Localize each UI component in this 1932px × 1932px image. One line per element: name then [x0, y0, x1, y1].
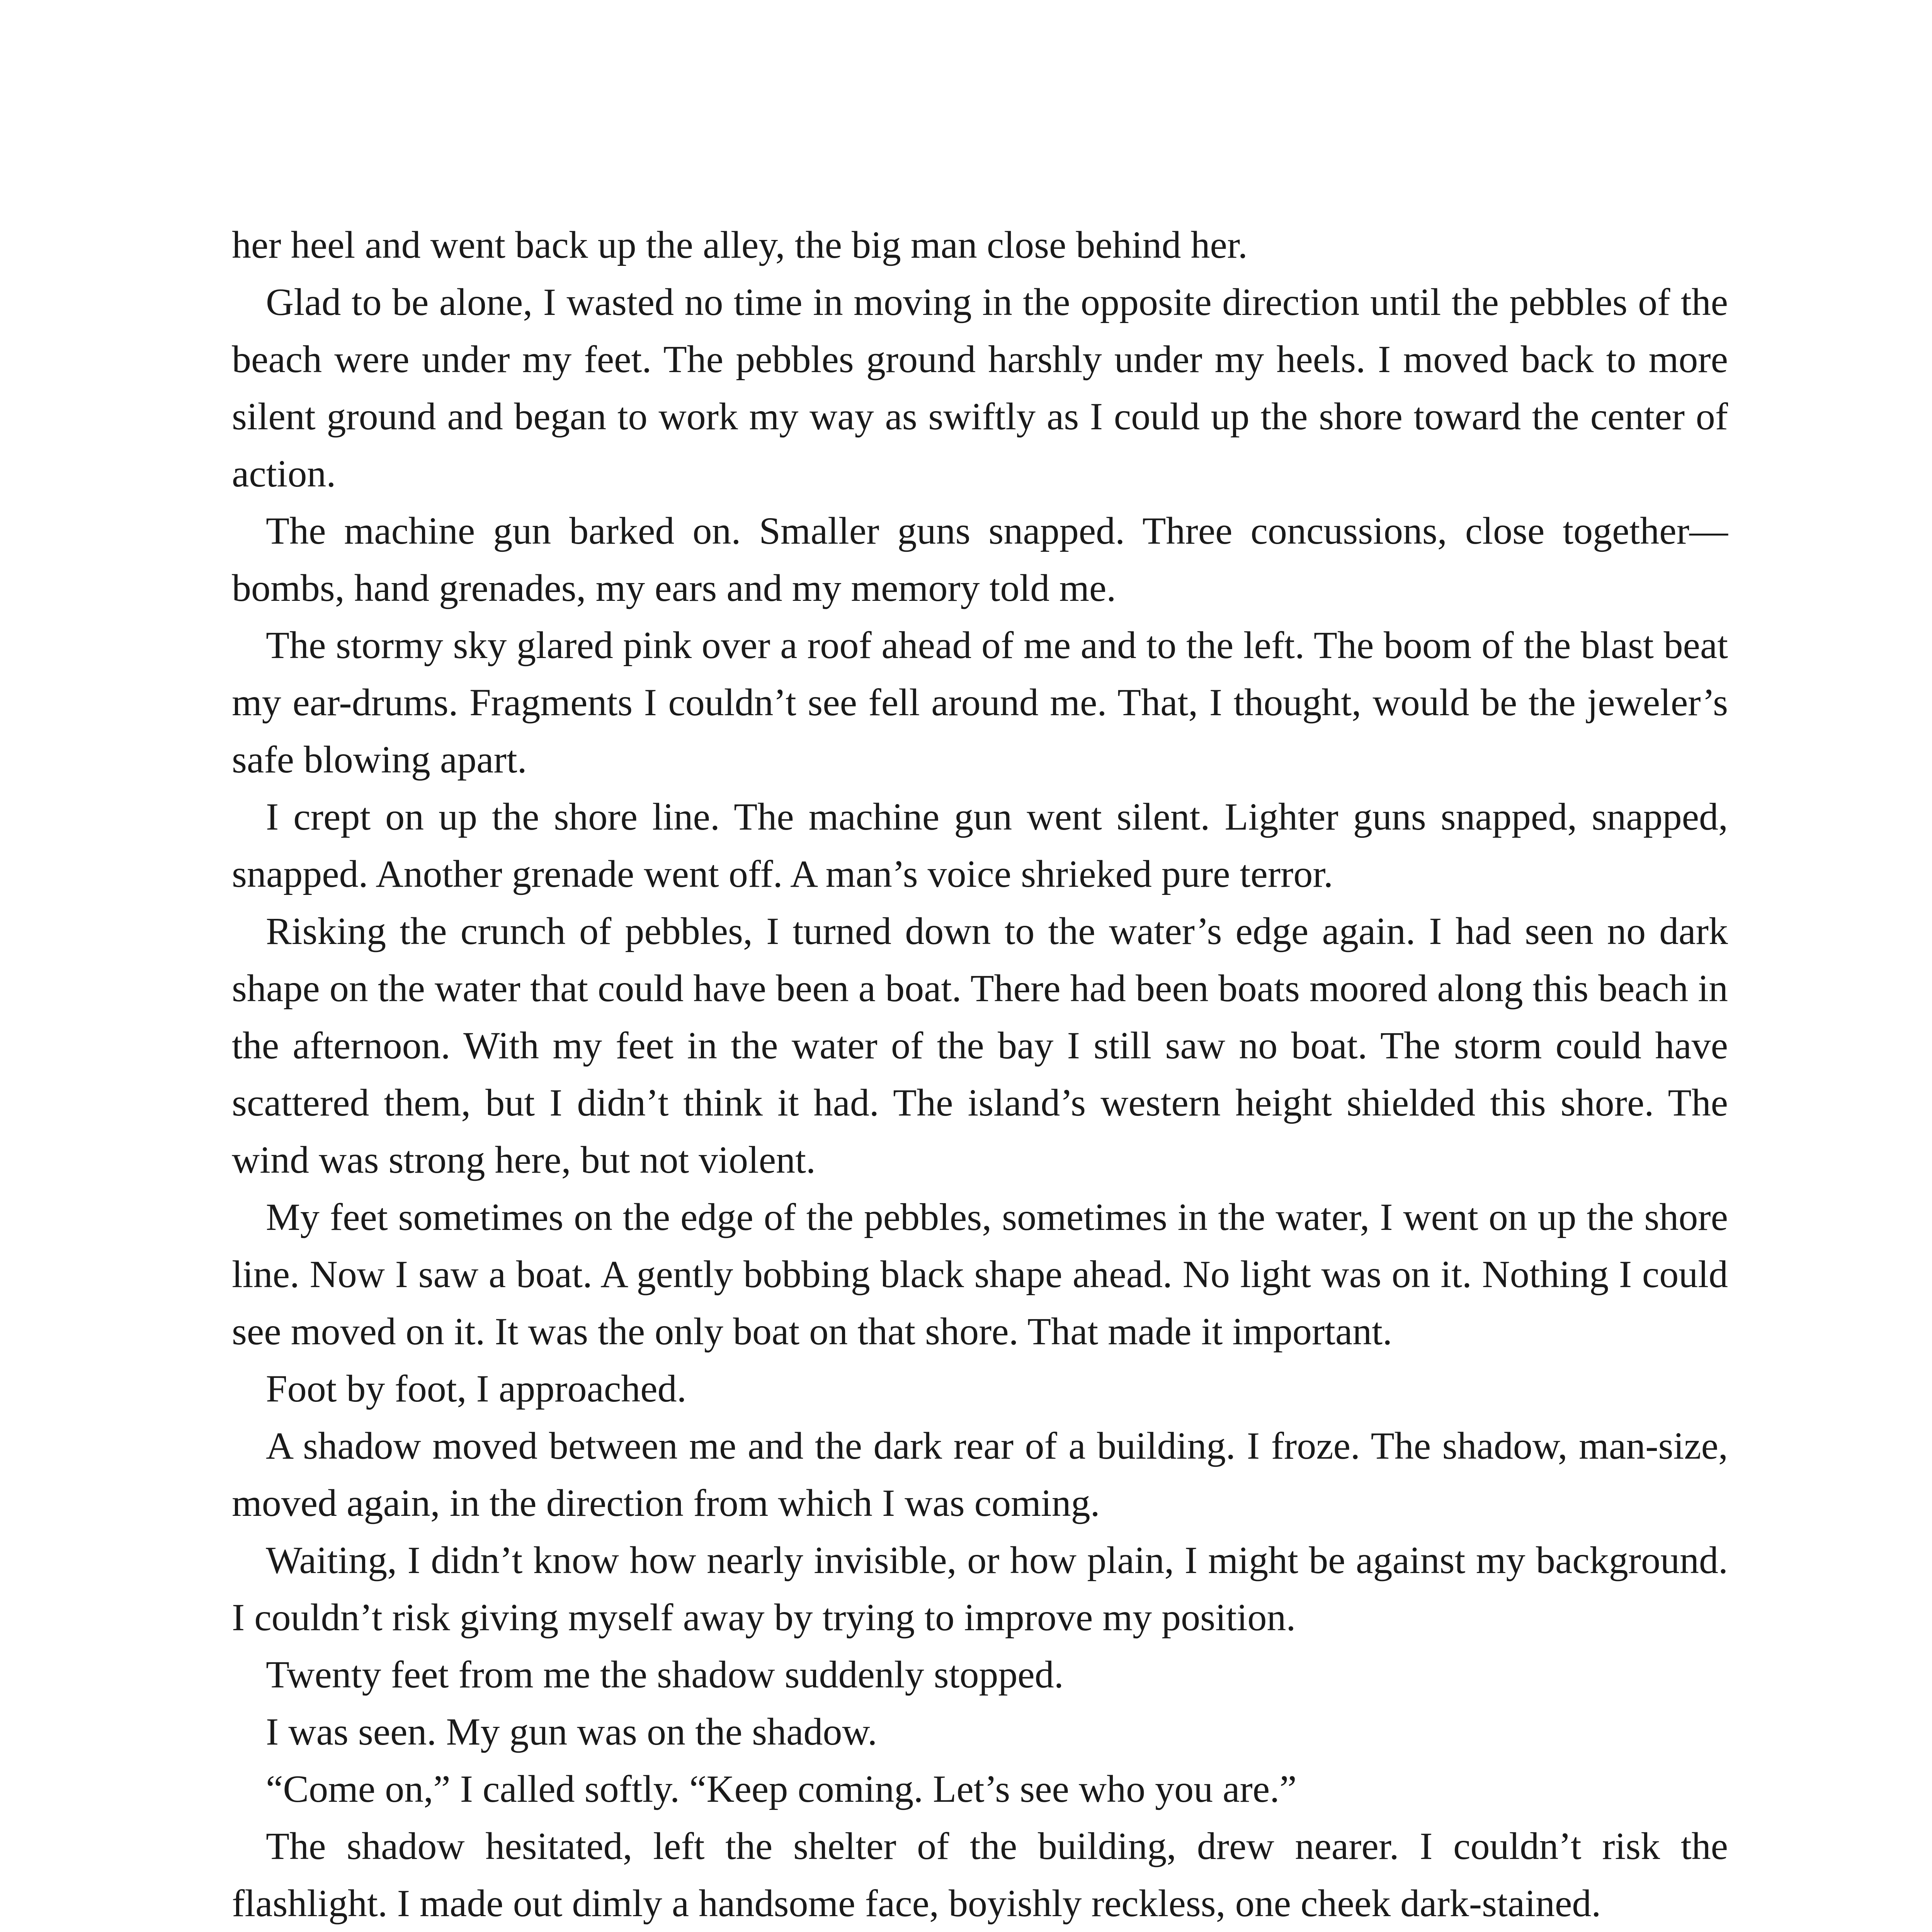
paragraph: “Come on,” I called softly. “Keep coming. Let’s see who you are.”	[266, 1767, 1297, 1810]
paragraph: Twenty feet from me the shadow suddenly stopped.	[266, 1653, 1064, 1696]
paragraph: Waiting, I didn’t know how nearly invisible, or how plain, I might be against my background. I couldn’t risk giving myself away by trying to improve my position.	[232, 1539, 1728, 1639]
paragraph: The shadow hesitated, left the shelter of the building, drew nearer. I couldn’t risk the flashlight. I made out dimly a handsome face, boyishly reckless, one cheek dark-stained.	[232, 1825, 1728, 1925]
paragraph: My feet sometimes on the edge of the pebbles, sometimes in the water, I went on up the shore line. Now I saw a boat. A gently bobbing black shape ahead. No light was on it. Nothing I could see moved on it. It was the only boat on that shore. That made it important.	[232, 1196, 1728, 1353]
paragraph: Glad to be alone, I wasted no time in moving in the opposite direction until the pebbles of the beach were under my feet. The pebbles ground harshly under my heels. I moved back to more silent ground and began to work my way as swiftly as I could up the shore toward the center of action.	[232, 281, 1728, 495]
paragraph: I crept on up the shore line. The machine gun went silent. Lighter guns snapped, snapped, snapped. Another grenade went off. A man’s voice shrieked pure terror.	[232, 795, 1728, 895]
paragraph-continuation: her heel and went back up the alley, the big man close behind her.	[232, 223, 1248, 266]
paragraph: Foot by foot, I approached.	[266, 1367, 687, 1410]
paragraph: The machine gun barked on. Smaller guns snapped. Three concussions, close together—bombs, hand grenades, my ears and my memory told me.	[232, 509, 1728, 609]
paragraph: The stormy sky glared pink over a roof ahead of me and to the left. The boom of the blast beat my ear-drums. Fragments I couldn’t see fell around me. That, I thought, would be the jeweler’s safe blowing apart.	[232, 624, 1728, 781]
paragraph: Risking the crunch of pebbles, I turned down to the water’s edge again. I had seen no dark shape on the water that could have been a boat. There had been boats moored along this beach in the afternoon. With my feet in the water of the bay I still saw no boat. The storm could have scattered them, but I didn’t think it had. The island’s western height shielded this shore. The wind was strong here, but not violent.	[232, 910, 1728, 1181]
body-text	[232, 216, 1728, 1932]
paragraph: A shadow moved between me and the dark rear of a building. I froze. The shadow, man-size, moved again, in the direction from which I was coming.	[232, 1424, 1728, 1524]
paragraph: I was seen. My gun was on the shadow.	[266, 1710, 878, 1753]
